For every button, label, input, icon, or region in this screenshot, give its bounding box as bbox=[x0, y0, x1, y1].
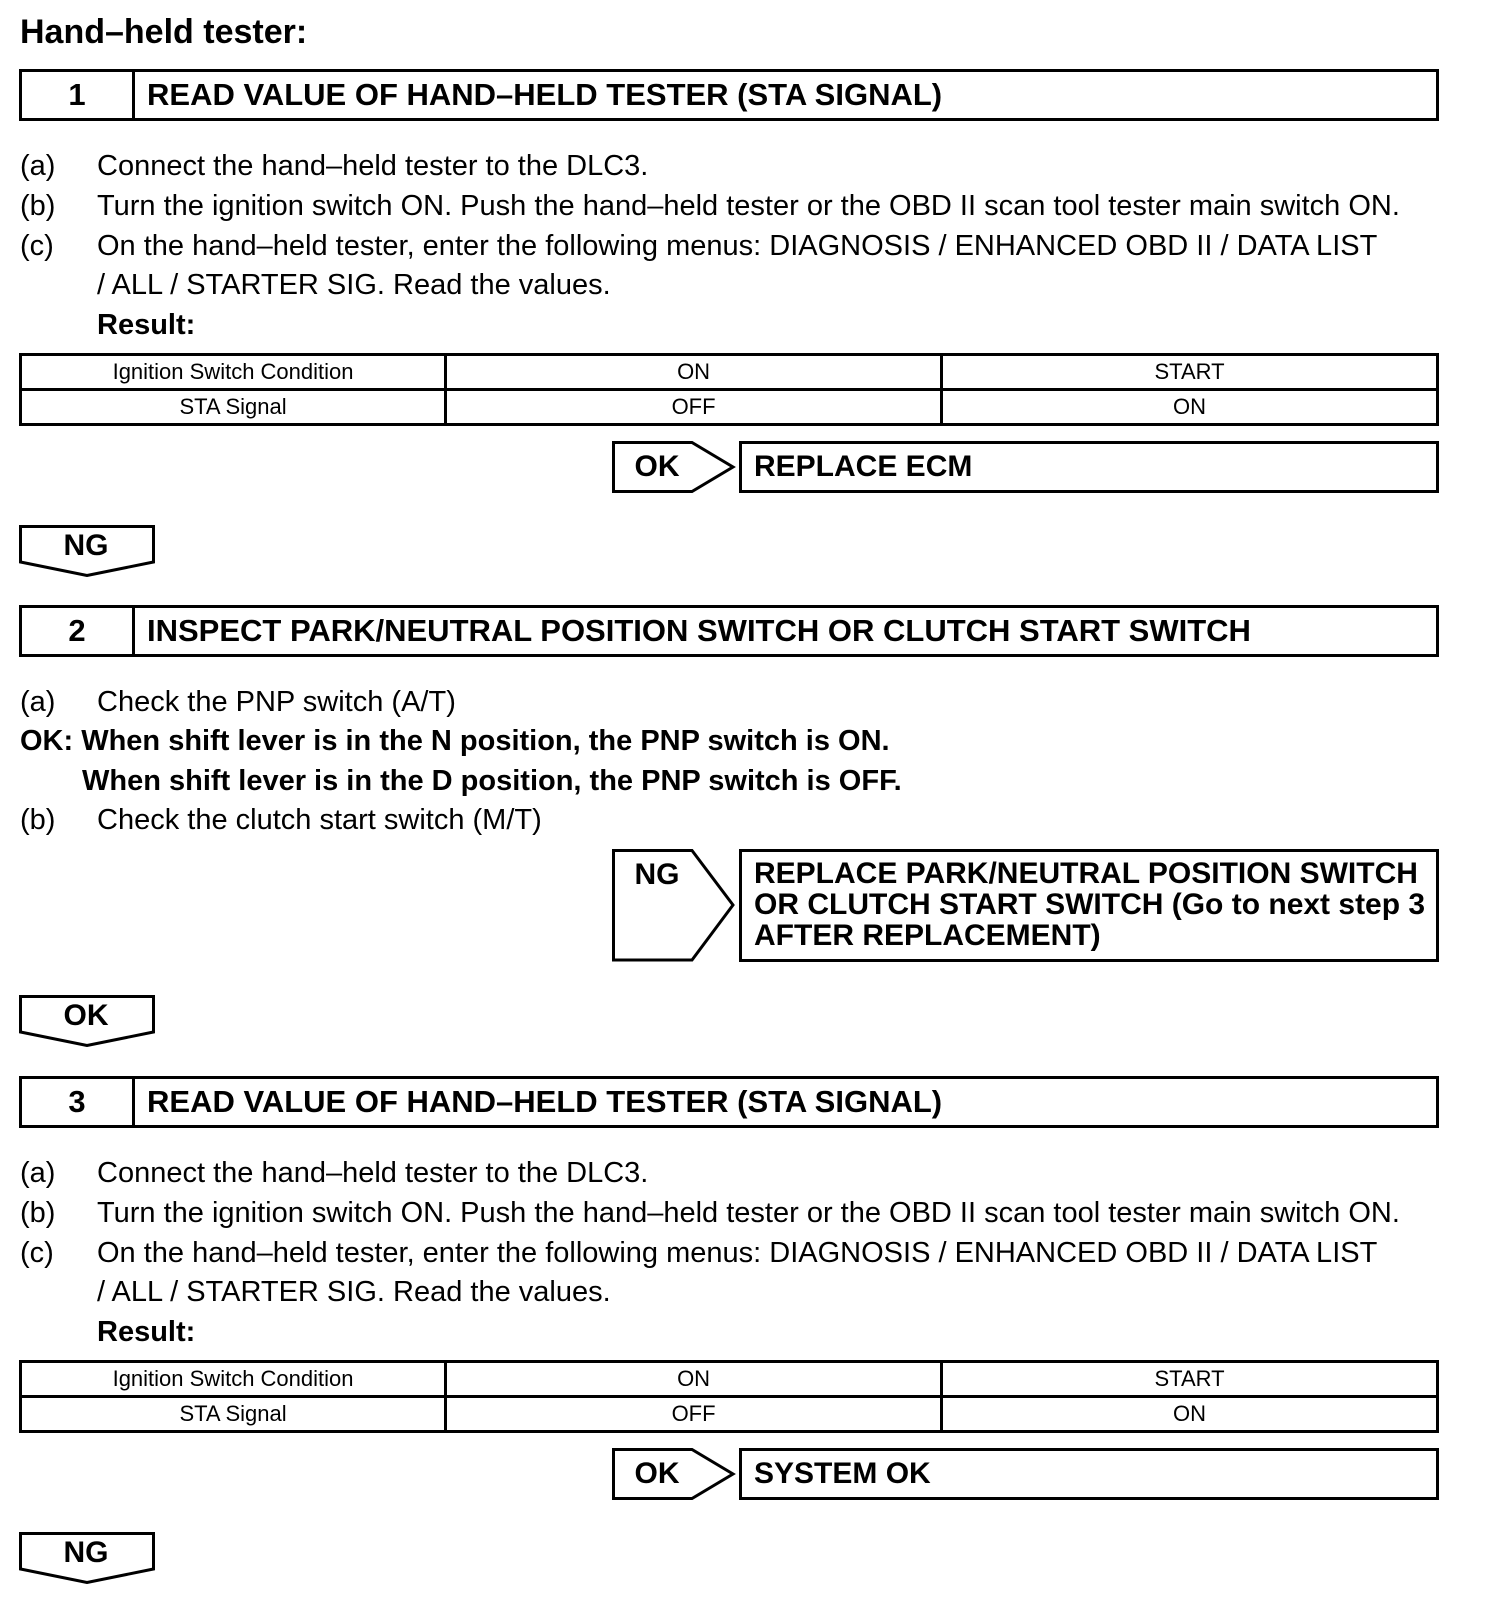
item-label: (a) bbox=[20, 1157, 56, 1189]
item-text-continued: / ALL / STARTER SIG. Read the values. bbox=[97, 269, 611, 301]
item-text: Connect the hand–held tester to the DLC3. bbox=[97, 1157, 649, 1189]
step-number: 2 bbox=[22, 608, 135, 654]
table-cell: Ignition Switch Condition bbox=[21, 355, 446, 390]
branch-result-line: OR CLUTCH START SWITCH (Go to next step 3 bbox=[754, 888, 1426, 921]
branch-result-line: AFTER REPLACEMENT) bbox=[754, 919, 1101, 952]
result-table bbox=[19, 1360, 1439, 1433]
branch-result: SYSTEM OK bbox=[739, 1448, 1439, 1500]
step-number: 1 bbox=[22, 72, 135, 118]
result-table bbox=[19, 353, 1439, 426]
branch-label: OK bbox=[634, 450, 680, 483]
table-cell: ON bbox=[446, 355, 942, 390]
table-row bbox=[21, 1397, 1438, 1432]
step-1-header bbox=[19, 69, 1439, 121]
table-row bbox=[21, 390, 1438, 425]
table-row bbox=[21, 355, 1438, 390]
table-cell: START bbox=[942, 1362, 1438, 1397]
table-cell: STA Signal bbox=[21, 1397, 446, 1432]
item-text: Connect the hand–held tester to the DLC3. bbox=[97, 150, 649, 182]
table-row bbox=[21, 1362, 1438, 1397]
item-text: On the hand–held tester, enter the following menus: DIAGNOSIS / ENHANCED OBD II / DATA LIST bbox=[97, 1237, 1378, 1269]
item-text: On the hand–held tester, enter the following menus: DIAGNOSIS / ENHANCED OBD II / DATA LIST bbox=[97, 230, 1378, 262]
table-cell: ON bbox=[942, 390, 1438, 425]
ok-criteria-line-2: When shift lever is in the D position, the PNP switch is OFF. bbox=[82, 765, 902, 797]
item-label: (b) bbox=[20, 804, 56, 836]
item-text: Turn the ignition switch ON. Push the hand–held tester or the OBD II scan tool tester main switch ON. bbox=[97, 1197, 1400, 1229]
step-2-header bbox=[19, 605, 1439, 657]
branch-result-line: REPLACE PARK/NEUTRAL POSITION SWITCH bbox=[754, 857, 1418, 890]
ok-criteria-line-1: OK: When shift lever is in the N position, the PNP switch is ON. bbox=[20, 725, 890, 757]
item-text: Turn the ignition switch ON. Push the hand–held tester or the OBD II scan tool tester main switch ON. bbox=[97, 190, 1400, 222]
item-text: Check the clutch start switch (M/T) bbox=[97, 804, 542, 836]
table-cell: OFF bbox=[446, 1397, 942, 1432]
branch-result: REPLACE ECM bbox=[739, 441, 1439, 493]
step-title: INSPECT PARK/NEUTRAL POSITION SWITCH OR CLUTCH START SWITCH bbox=[147, 613, 1251, 648]
table-cell: ON bbox=[942, 1397, 1438, 1432]
table-cell: START bbox=[942, 355, 1438, 390]
branch-label: NG bbox=[63, 1536, 109, 1569]
step-number: 3 bbox=[22, 1079, 135, 1125]
item-text: Check the PNP switch (A/T) bbox=[97, 686, 456, 718]
branch-label: OK bbox=[63, 999, 109, 1032]
table-cell: OFF bbox=[446, 390, 942, 425]
item-label: (a) bbox=[20, 686, 56, 718]
result-label: Result: bbox=[97, 1316, 196, 1348]
result-label: Result: bbox=[97, 309, 196, 341]
item-text-continued: / ALL / STARTER SIG. Read the values. bbox=[97, 1276, 611, 1308]
step-title: READ VALUE OF HAND–HELD TESTER (STA SIGNAL) bbox=[147, 77, 943, 112]
item-label: (b) bbox=[20, 1197, 56, 1229]
step-title: READ VALUE OF HAND–HELD TESTER (STA SIGNAL) bbox=[147, 1084, 943, 1119]
item-label: (a) bbox=[20, 150, 56, 182]
page-title: Hand–held tester: bbox=[20, 13, 308, 51]
table-cell: Ignition Switch Condition bbox=[21, 1362, 446, 1397]
item-label: (b) bbox=[20, 190, 56, 222]
branch-label: NG bbox=[63, 529, 109, 562]
table-cell: ON bbox=[446, 1362, 942, 1397]
item-label: (c) bbox=[20, 230, 54, 262]
item-label: (c) bbox=[20, 1237, 54, 1269]
branch-result bbox=[739, 849, 1439, 962]
step-3-header bbox=[19, 1076, 1439, 1128]
branch-label: NG bbox=[634, 858, 680, 891]
branch-label: OK bbox=[634, 1457, 680, 1490]
table-cell: STA Signal bbox=[21, 390, 446, 425]
